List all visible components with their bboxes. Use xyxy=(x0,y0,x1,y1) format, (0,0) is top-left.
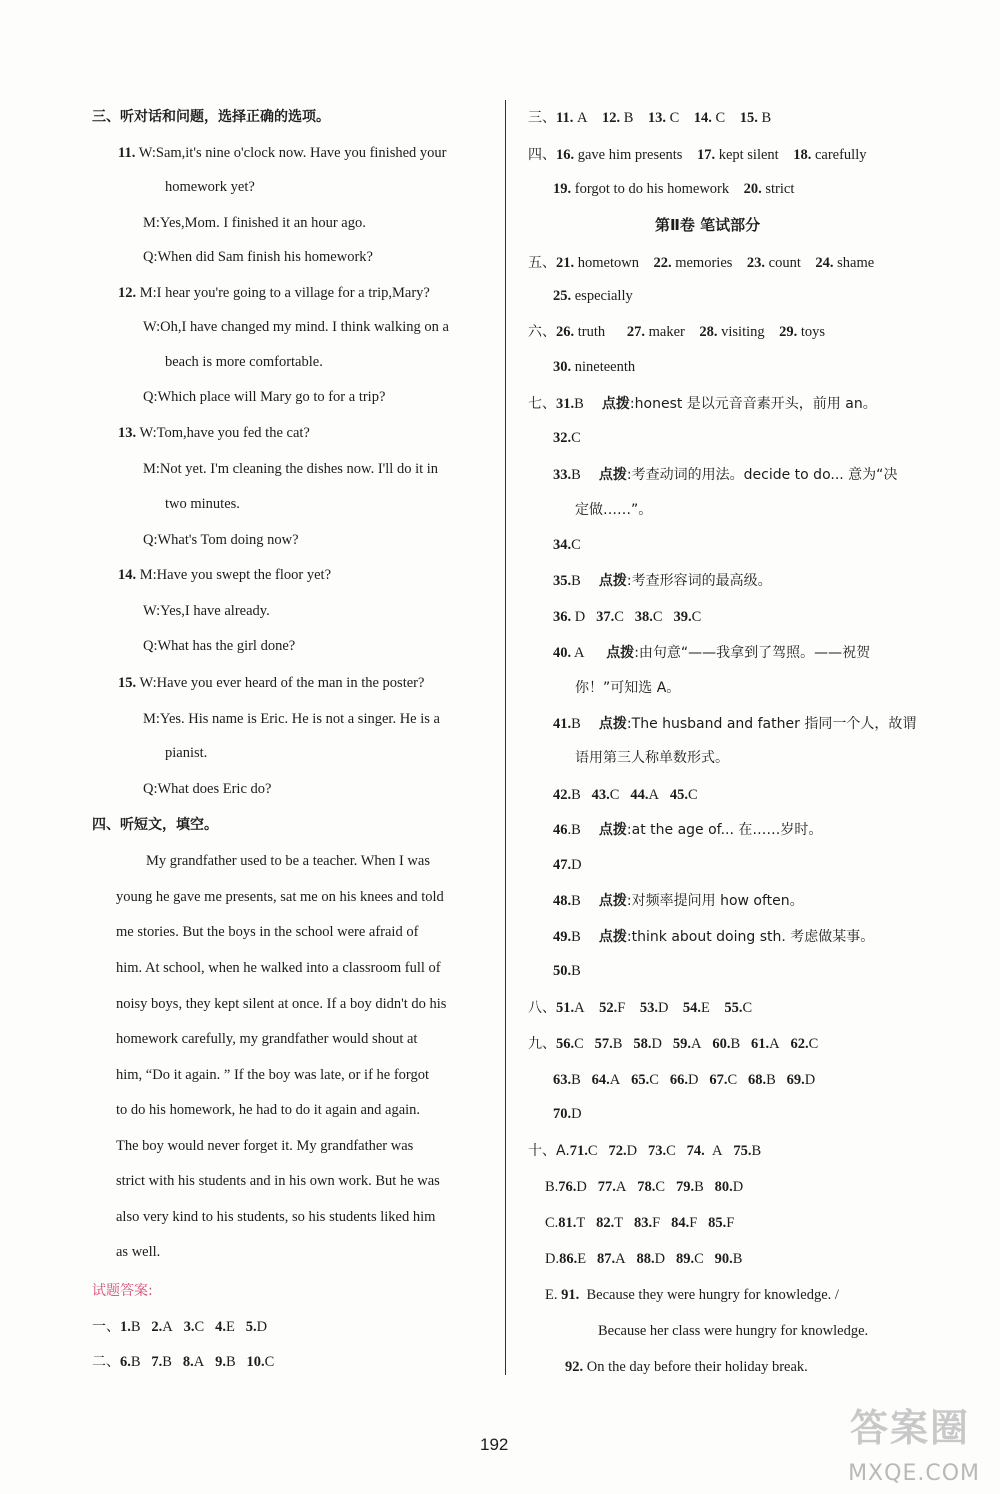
answer-33: 33.B 点拨:考查动词的用法。decide to do... 意为“决 xyxy=(553,467,898,483)
dialogue-11-line2: homework yet? xyxy=(165,179,255,195)
answers-row-4a: 四、16. gave him presents 17. kept silent 18. carefully xyxy=(528,147,867,163)
answers-row-10d: D.86.E 87.A 88.D 89.C 90.B xyxy=(545,1251,743,1267)
section-4-heading: 四、听短文，填空。 xyxy=(92,817,218,833)
passage-line: The boy would never forget it. My grandfather was xyxy=(116,1138,414,1154)
answers-row-6a: 六、26. truth 27. maker 28. visiting 29. toys xyxy=(528,324,826,340)
answer-47: 47.D xyxy=(553,857,582,873)
dialogue-14-question: Q:What has the girl done? xyxy=(143,638,296,654)
answer-41-cont: 语用第三人称单数形式。 xyxy=(575,750,729,766)
answer-91: E. 91. Because they were hungry for knowledge. / xyxy=(545,1287,839,1303)
answers-row-10c: C.81.T 82.T 83.F 84.F 85.F xyxy=(545,1215,735,1231)
answer-92: 92. On the day before their holiday break. xyxy=(565,1359,808,1375)
answers-row-2: 二、6.B 7.B 8.A 9.B 10.C xyxy=(92,1354,275,1370)
answers-row-9a: 九、56.C 57.B 58.D 59.A 60.B 61.A 62.C xyxy=(528,1036,819,1052)
part-2-heading: 第Ⅱ卷 笔试部分 xyxy=(655,216,761,234)
answers-row-5b: 25. especially xyxy=(553,288,633,304)
dialogue-13-question: Q:What's Tom doing now? xyxy=(143,532,299,548)
dialogue-12-line1: 12. M:I hear you're going to a village for a trip,Mary? xyxy=(118,285,430,301)
passage-line: strict with his students and in his own work. But he was xyxy=(116,1173,440,1189)
dialogue-13-reply1: M:Not yet. I'm cleaning the dishes now. I'll do it in xyxy=(143,461,439,477)
answer-41: 41.B 点拨:The husband and father 指同一个人，故谓 xyxy=(553,716,917,732)
passage-line: homework carefully, my grandfather would shout at xyxy=(116,1031,418,1047)
dialogue-12-reply2: beach is more comfortable. xyxy=(165,354,323,370)
passage-line: as well. xyxy=(116,1244,161,1260)
passage-line: also very kind to his students, so his students liked him xyxy=(116,1209,436,1225)
answer-31: 七、31.B 点拨:honest 是以元音音素开头，前用 an。 xyxy=(528,396,877,412)
answer-35: 35.B 点拨:考查形容词的最高级。 xyxy=(553,573,772,589)
passage-line: him. At school, when he walked into a classroom full of xyxy=(116,960,441,976)
section-3-heading: 三、听对话和问题，选择正确的选项。 xyxy=(92,109,330,125)
passage-line: young he gave me presents, sat me on his knees and told xyxy=(116,889,444,905)
dialogue-13-line1: 13. W:Tom,have you fed the cat? xyxy=(118,425,310,441)
passage-line: him, “Do it again. ” If the boy was late, or if he forgot xyxy=(116,1067,430,1083)
dialogue-11-question: Q:When did Sam finish his homework? xyxy=(143,249,373,265)
answer-50: 50.B xyxy=(553,963,581,979)
answer-49: 49.B 点拨:think about doing sth. 考虑做某事。 xyxy=(553,929,875,945)
answers-row-1: 一、1.B 2.A 3.C 4.E 5.D xyxy=(92,1319,268,1335)
page-number: 192 xyxy=(480,1435,509,1454)
answer-40: 40. A 点拨:由句意“——我拿到了驾照。——祝贺 xyxy=(553,645,871,661)
column-divider xyxy=(505,100,506,1375)
dialogue-12-reply1: W:Oh,I have changed my mind. I think walking on a xyxy=(143,319,449,335)
passage-line: me stories. But the boys in the school were afraid of xyxy=(116,924,419,940)
dialogue-15-reply2: pianist. xyxy=(165,745,208,761)
answers-row-42: 42.B 43.C 44.A 45.C xyxy=(553,787,698,803)
answers-row-4b: 19. forgot to do his homework 20. strict xyxy=(553,181,795,197)
answer-40-cont: 你！”可知选 A。 xyxy=(575,680,681,696)
answers-heading: 试题答案: xyxy=(92,1283,153,1299)
passage-line: to do his homework, he had to do it again and again. xyxy=(116,1102,421,1118)
answers-row-10b: B.76.D 77.A 78.C 79.B 80.D xyxy=(545,1179,744,1195)
answers-row-6b: 30. nineteenth xyxy=(553,359,636,375)
answers-row-9c: 70.D xyxy=(553,1106,582,1122)
answer-48: 48.B 点拨:对频率提问用 how often。 xyxy=(553,893,804,909)
answers-row-3: 三、11. A 12. B 13. C 14. C 15. B xyxy=(528,110,772,126)
answer-46: 46.B 点拨:at the age of... 在……岁时。 xyxy=(553,822,823,838)
dialogue-11-line1: 11. W:Sam,it's nine o'clock now. Have you finished your xyxy=(118,145,447,161)
dialogue-15-reply1: M:Yes. His name is Eric. He is not a singer. He is a xyxy=(143,711,440,727)
answers-row-10a: 十、A.71.C 72.D 73.C 74. A 75.B xyxy=(528,1143,762,1159)
dialogue-11-reply: M:Yes,Mom. I finished it an hour ago. xyxy=(143,215,366,231)
dialogue-15-question: Q:What does Eric do? xyxy=(143,781,272,797)
answers-row-9b: 63.B 64.A 65.C 66.D 67.C 68.B 69.D xyxy=(553,1072,816,1088)
dialogue-14-reply: W:Yes,I have already. xyxy=(143,603,270,619)
answers-row-8: 八、51.A 52.F 53.D 54.E 55.C xyxy=(528,1000,753,1016)
passage-line: noisy boys, they kept silent at once. If a boy didn't do his xyxy=(116,996,447,1012)
answer-34: 34.C xyxy=(553,537,581,553)
dialogue-15-line1: 15. W:Have you ever heard of the man in the poster? xyxy=(118,675,425,691)
answers-row-36: 36. D 37.C 38.C 39.C xyxy=(553,609,702,625)
answer-33-cont: 定做……”。 xyxy=(575,502,653,518)
dialogue-13-reply2: two minutes. xyxy=(165,496,240,512)
passage-line: My grandfather used to be a teacher. When I was xyxy=(146,853,430,869)
dialogue-14-line1: 14. M:Have you swept the floor yet? xyxy=(118,567,332,583)
answer-32: 32.C xyxy=(553,430,581,446)
answer-91-cont: Because her class were hungry for knowledge. xyxy=(598,1323,869,1339)
answers-row-5a: 五、21. hometown 22. memories 23. count 24. shame xyxy=(528,255,875,271)
dialogue-12-question: Q:Which place will Mary go to for a trip? xyxy=(143,389,386,405)
